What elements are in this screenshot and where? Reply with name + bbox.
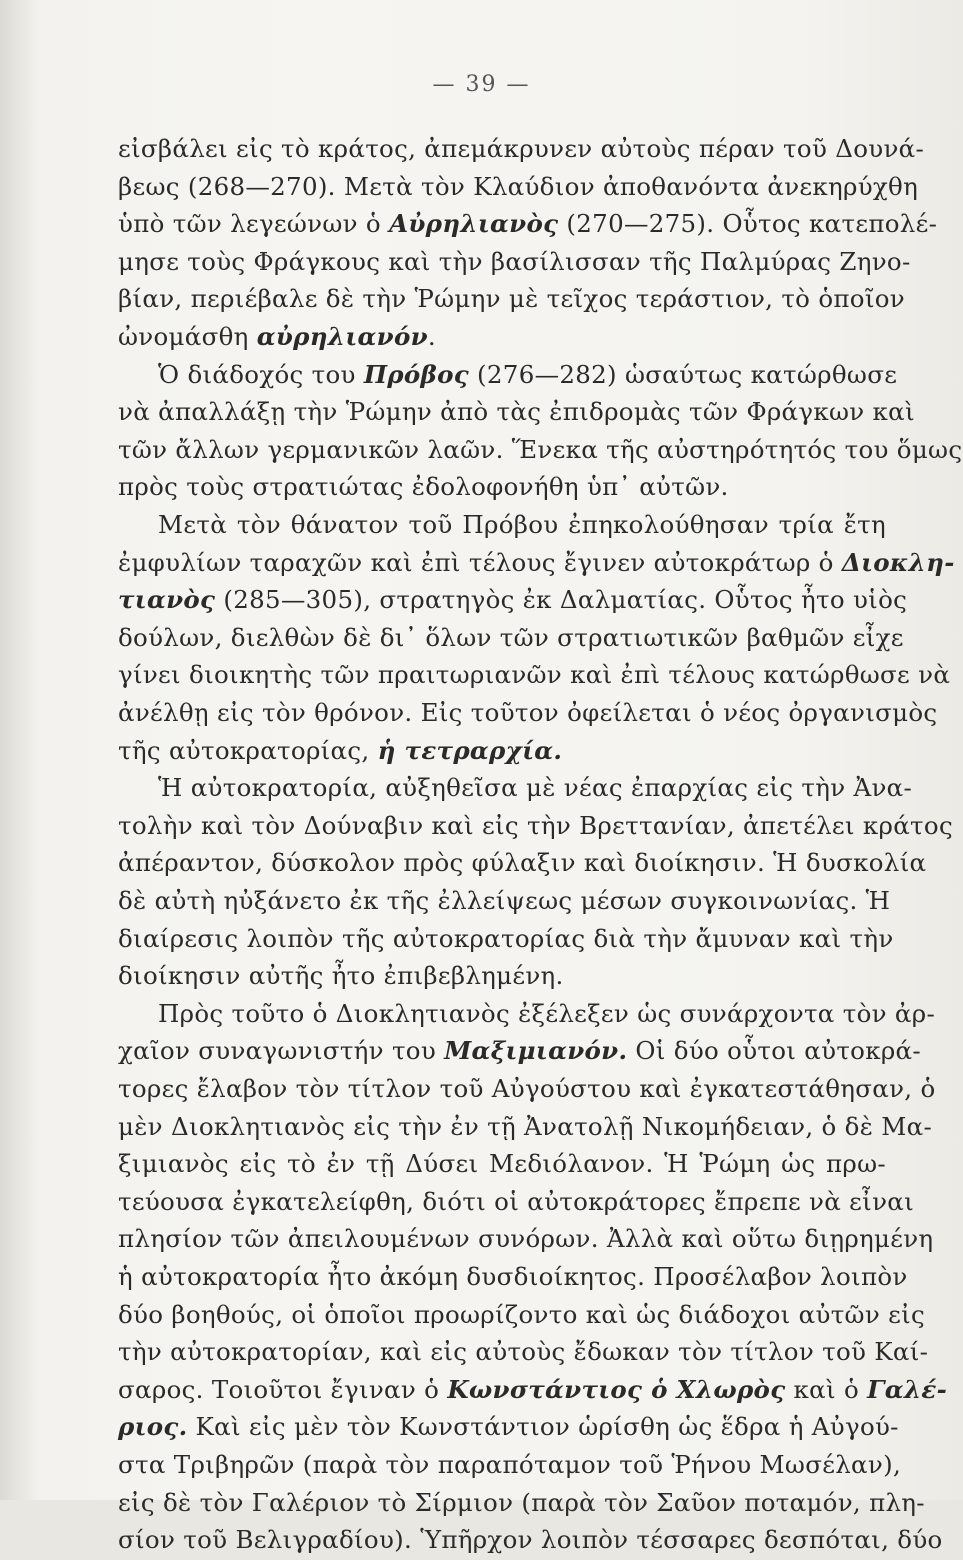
text-line bbox=[118, 618, 904, 658]
emphasized-name: ριος. bbox=[118, 1412, 188, 1442]
text-segment: βεως (268—270). Μετὰ τὸν Κλαύδιον ἀποθανόντα ἀνεκηρύχθη bbox=[118, 171, 919, 201]
text-segment: καὶ ὁ bbox=[785, 1374, 868, 1404]
text-segment: ἀπέραντον, δύσκολον πρὸς φύλαξιν καὶ διοίκησιν. Ἡ δυσκολία bbox=[118, 848, 927, 878]
text-line bbox=[118, 279, 905, 319]
text-line bbox=[118, 1219, 934, 1259]
text-segment: δύο βοηθούς, οἱ ὁποῖοι προωρίζοντο καὶ ὡς διάδοχοι αὐτῶν εἰς bbox=[118, 1299, 926, 1329]
text-segment: ἀνέλθῃ εἰς τὸν θρόνον. Εἰς τοῦτον ὀφείλεται ὁ νέος ὀργανισμὸς bbox=[118, 698, 938, 727]
text-segment: (276—282) ὡσαύτως κατώρθωσε bbox=[468, 359, 898, 389]
text-segment: (285—305), στρατηγὸς ἐκ Δαλματίας. Οὗτος ἦτο υἱὸς bbox=[215, 585, 908, 615]
text-line bbox=[118, 430, 963, 470]
text-segment: μὲν Διοκλητιανὸς εἰς τὴν ἐν τῇ Ἀνατολῇ Νικομήδειαν, ὁ δὲ Μα- bbox=[118, 1111, 933, 1141]
text-segment: ὑπὸ τῶν λεγεώνων ὁ bbox=[118, 209, 390, 239]
emphasized-name: Κωνστάντιος ὁ Χλωρὸς bbox=[447, 1374, 786, 1404]
text-segment: τορες ἔλαβον τὸν τίτλον τοῦ Αὐγούστου καὶ ἐγκατεστάθησαν, ὁ bbox=[118, 1074, 936, 1103]
page-number: — 39 — bbox=[432, 72, 531, 97]
text-segment: τολὴν καὶ τὸν Δούναβιν καὶ εἰς τὴν Βρεττανίαν, ἀπετέλει κράτος bbox=[118, 810, 953, 840]
text-line bbox=[118, 881, 891, 921]
text-segment: Πρὸς τοῦτο ὁ Διοκλητιανὸς ἐξέλεξεν ὡς συνάρχοντα τὸν ἀρ- bbox=[158, 998, 936, 1028]
text-line bbox=[118, 392, 915, 432]
text-line bbox=[118, 543, 955, 583]
text-line bbox=[118, 655, 951, 695]
text-segment: γίνει διοικητὴς τῶν πραιτωριανῶν καὶ ἐπὶ τέλους κατώρθωσε νὰ bbox=[118, 660, 951, 690]
emphasized-name: αὐρηλιανόν bbox=[256, 322, 428, 351]
text-line bbox=[118, 1257, 908, 1297]
text-line bbox=[158, 505, 886, 545]
text-segment: ὠνομάσθη bbox=[118, 322, 257, 351]
text-segment: πρὸς τοὺς στρατιώτας ἐδολοφονήθη ὑπ᾽ αὐτῶν. bbox=[118, 472, 729, 502]
text-line bbox=[158, 768, 913, 808]
text-line bbox=[118, 1069, 936, 1109]
text-line bbox=[118, 731, 886, 771]
text-line bbox=[118, 843, 927, 883]
text-segment: εἰσβάλει εἰς τὸ κράτος, ἀπεμάκρυνεν αὐτοὺς πέραν τοῦ Δουνά- bbox=[118, 134, 925, 163]
text-segment: Καὶ εἰς μὲν τὸν Κωνστάντιον ὡρίσθη ὡς ἕδρα ἡ Αὐγού- bbox=[187, 1412, 899, 1442]
text-segment: διοίκησιν αὐτῆς ἦτο ἐπιβεβλημένη. bbox=[118, 961, 564, 991]
text-line bbox=[118, 467, 886, 507]
text-line bbox=[118, 242, 911, 282]
text-segment: στα Τριβηρῶν (παρὰ τὸν παραπόταμον τοῦ Ῥήνου Μωσέλαν), bbox=[118, 1450, 902, 1479]
text-segment: χαῖον συναγωνιστήν του bbox=[118, 1036, 445, 1066]
text-line bbox=[118, 919, 894, 959]
text-segment: ξιμιανὸς εἰς τὸ ἐν τῇ Δύσει Μεδιόλανον. Ἡ Ῥώμη ὡς πρω- bbox=[118, 1149, 886, 1179]
text-segment: Μετὰ τὸν θάνατον τοῦ Πρόβου ἐπηκολούθησαν τρία ἔτη bbox=[158, 510, 886, 539]
text-line bbox=[118, 1520, 943, 1560]
text-line bbox=[118, 1332, 929, 1372]
text-line bbox=[118, 1407, 899, 1447]
text-line bbox=[118, 956, 886, 996]
text-segment: . bbox=[427, 322, 437, 351]
text-segment: δὲ αὐτὴ ηὐξάνετο ἐκ τῆς ἐλλείψεως μέσων συγκοινωνίας. Ἡ bbox=[118, 886, 891, 915]
emphasized-name: Διοκλη- bbox=[841, 547, 955, 577]
text-segment: βίαν, περιέβαλε δὲ τὴν Ῥώμην μὲ τεῖχος τεράστιον, τὸ ὁποῖον bbox=[118, 284, 905, 314]
text-segment: τεύουσα ἐγκατελείφθη, διότι οἱ αὐτοκράτορες ἔπρεπε νὰ εἶναι bbox=[118, 1186, 915, 1216]
text-line bbox=[118, 806, 953, 846]
text-segment: μησε τοὺς Φράγκους καὶ τὴν βασίλισσαν τῆς Παλμύρας Ζηνο- bbox=[118, 246, 911, 276]
text-segment: τῆς αὐτοκρατορίας, bbox=[118, 735, 378, 765]
text-line bbox=[118, 1107, 933, 1147]
text-segment: ἡ αὐτοκρατορία ἦτο ἀκόμη δυσδιοίκητος. Προσέλαβον λοιπὸν bbox=[118, 1262, 908, 1291]
text-line bbox=[118, 1370, 948, 1410]
text-segment: (270—275). Οὗτος κατεπολέ- bbox=[558, 209, 938, 239]
text-segment: σίον τοῦ Βελιγραδίου). Ὑπῆρχον λοιπὸν τέσσαρες δεσπόται, δύο bbox=[118, 1525, 943, 1555]
text-segment: τὴν αὐτοκρατορίαν, καὶ εἰς αὐτοὺς ἔδωκαν τὸν τίτλον τοῦ Καί- bbox=[118, 1337, 929, 1367]
text-segment: νὰ ἀπαλλάξῃ τὴν Ῥώμην ἀπὸ τὰς ἐπιδρομὰς τῶν Φράγκων καὶ bbox=[118, 397, 915, 427]
emphasized-name: ἡ τετραρχία. bbox=[377, 735, 563, 765]
text-line bbox=[118, 1144, 886, 1184]
text-line bbox=[118, 129, 925, 169]
emphasized-name: τιανὸς bbox=[118, 585, 216, 615]
text-segment: ἐμφυλίων ταραχῶν καὶ ἐπὶ τέλους ἔγινεν αὐτοκράτωρ ὁ bbox=[118, 547, 842, 577]
text-line bbox=[118, 1031, 921, 1071]
text-segment: Οἱ δύο οὗτοι αὐτοκρά- bbox=[627, 1036, 921, 1066]
text-line bbox=[118, 1483, 925, 1523]
text-line bbox=[118, 693, 938, 733]
emphasized-name: Πρόβος bbox=[363, 359, 469, 389]
emphasized-name: Αὐρηλιανὸς bbox=[389, 209, 559, 239]
text-line bbox=[158, 994, 936, 1034]
emphasized-name: Γαλέ- bbox=[867, 1374, 948, 1404]
text-line bbox=[118, 580, 908, 620]
text-line bbox=[118, 317, 886, 357]
emphasized-name: Μαξιμιανόν. bbox=[444, 1036, 628, 1066]
text-segment: σαρος. Τοιοῦτοι ἔγιναν ὁ bbox=[118, 1374, 448, 1404]
text-segment: Ἡ αὐτοκρατορία, αὐξηθεῖσα μὲ νέας ἐπαρχίας εἰς τὴν Ἀνα- bbox=[158, 773, 913, 803]
text-line bbox=[118, 204, 938, 244]
text-line bbox=[118, 1182, 915, 1222]
text-line bbox=[118, 1295, 926, 1335]
text-segment: διαίρεσις λοιπὸν τῆς αὐτοκρατορίας διὰ τὴν ἄμυναν καὶ τὴν bbox=[118, 923, 894, 953]
text-segment: Ὁ διάδοχός του bbox=[158, 359, 364, 389]
text-segment: πλησίον τῶν ἀπειλουμένων συνόρων. Ἀλλὰ καὶ οὕτω διῃρημένη bbox=[118, 1224, 934, 1254]
text-line bbox=[118, 167, 919, 207]
text-segment: τῶν ἄλλων γερμανικῶν λαῶν. Ἕνεκα τῆς αὐστηρότητός του ὅμως bbox=[118, 434, 963, 464]
text-segment: εἰς δὲ τὸν Γαλέριον τὸ Σίρμιον (παρὰ τὸν Σαῦον ποταμόν, πλη- bbox=[118, 1487, 925, 1517]
text-line bbox=[158, 355, 898, 395]
text-segment: δούλων, διελθὼν δὲ δι᾽ ὅλων τῶν στρατιωτικῶν βαθμῶν εἶχε bbox=[118, 622, 904, 652]
text-line bbox=[118, 1445, 902, 1485]
